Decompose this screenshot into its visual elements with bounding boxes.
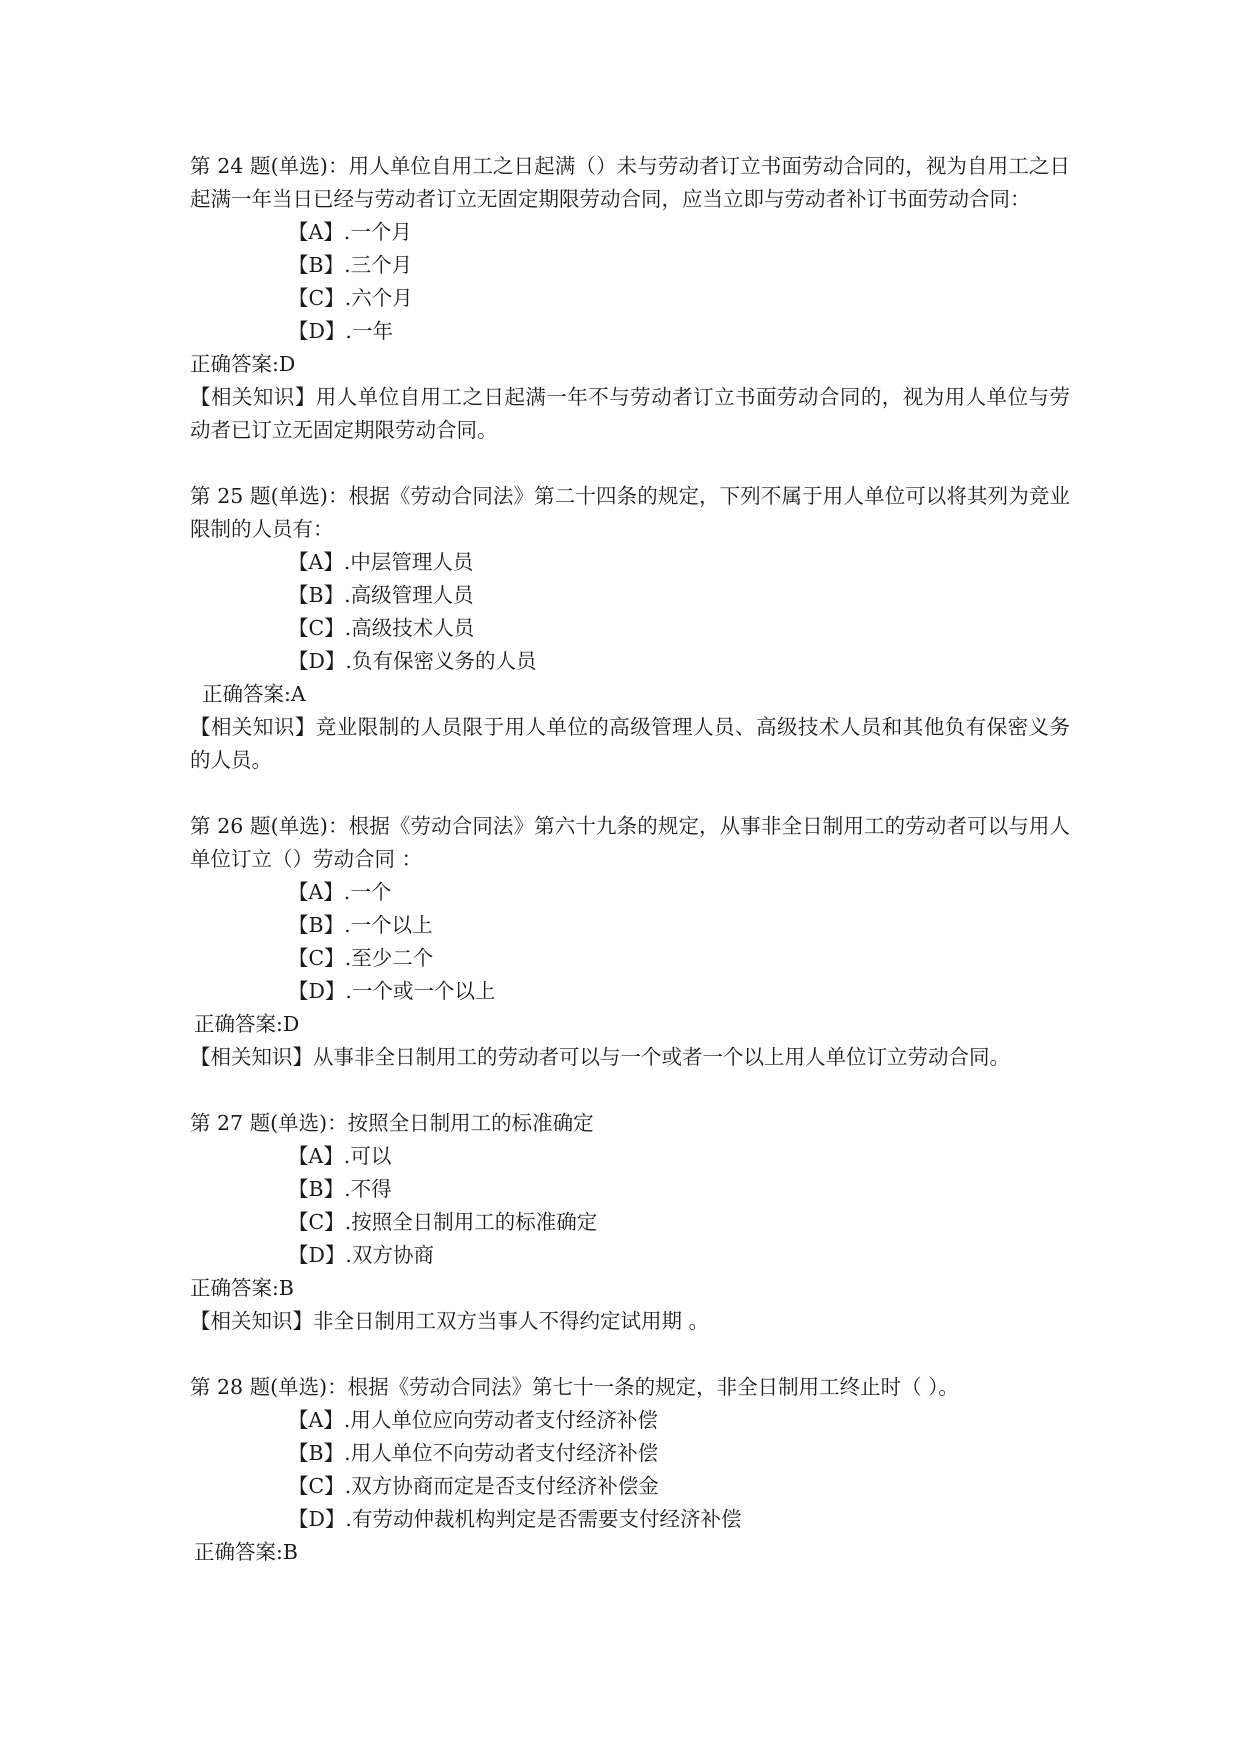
question-stem: 第 27 题(单选)：按照全日制用工的标准确定: [190, 1111, 594, 1135]
correct-answer: 正确答案:A: [202, 682, 306, 706]
question-stem: 第 28 题(单选)：根据《劳动合同法》第七十一条的规定，非全日制用工终止时（ ）。: [190, 1375, 959, 1399]
option-a: 【A】.一个月: [288, 220, 412, 244]
option-a: 【A】.可以: [288, 1144, 392, 1168]
related-knowledge: 【相关知识】用人单位自用工之日起满一年不与劳动者订立书面劳动合同的，视为用人单位与劳动者已订立无固定期限劳动合同。: [190, 385, 1070, 442]
document-page: [190, 150, 1070, 1602]
option-d: 【D】.一个或一个以上: [288, 979, 496, 1003]
option-a: 【A】.用人单位应向劳动者支付经济补偿: [288, 1408, 658, 1432]
option-list: [190, 1404, 1070, 1536]
option-c: 【C】.六个月: [288, 286, 413, 310]
correct-answer: 正确答案:D: [194, 1012, 300, 1036]
question-26: [190, 810, 1070, 1074]
correct-answer: 正确答案:D: [190, 352, 296, 376]
option-c: 【C】.按照全日制用工的标准确定: [288, 1210, 598, 1234]
option-c: 【C】.高级技术人员: [288, 616, 475, 640]
option-c: 【C】.双方协商而定是否支付经济补偿金: [288, 1474, 659, 1498]
option-c: 【C】.至少二个: [288, 946, 434, 970]
option-b: 【B】.不得: [288, 1177, 392, 1201]
option-list: [190, 546, 1070, 678]
option-list: [190, 876, 1070, 1008]
related-knowledge: 【相关知识】从事非全日制用工的劳动者可以与一个或者一个以上用人单位订立劳动合同。: [190, 1045, 1010, 1069]
question-28: [190, 1371, 1070, 1569]
option-b: 【B】.高级管理人员: [288, 583, 474, 607]
option-b: 【B】.一个以上: [288, 913, 433, 937]
question-stem: 第 24 题(单选)：用人单位自用工之日起满（）未与劳动者订立书面劳动合同的，视为自用工之日起满一年当日已经与劳动者订立无固定期限劳动合同，应当立即与劳动者补订书面劳动合同：: [190, 154, 1070, 211]
option-b: 【B】.用人单位不向劳动者支付经济补偿: [288, 1441, 659, 1465]
option-list: [190, 1140, 1070, 1272]
question-25: [190, 480, 1070, 777]
option-list: [190, 216, 1070, 348]
option-d: 【D】.一年: [288, 319, 393, 343]
question-24: [190, 150, 1070, 447]
option-b: 【B】.三个月: [288, 253, 413, 277]
related-knowledge: 【相关知识】非全日制用工双方当事人不得约定试用期 。: [190, 1309, 710, 1333]
correct-answer: 正确答案:B: [190, 1276, 294, 1300]
question-stem: 第 25 题(单选)：根据《劳动合同法》第二十四条的规定，下列不属于用人单位可以将其列为竞业限制的人员有：: [190, 484, 1070, 541]
correct-answer: 正确答案:B: [194, 1540, 298, 1564]
option-d: 【D】.有劳动仲裁机构判定是否需要支付经济补偿: [288, 1507, 742, 1531]
option-a: 【A】.一个: [288, 880, 392, 904]
question-stem: 第 26 题(单选)：根据《劳动合同法》第六十九条的规定，从事非全日制用工的劳动者可以与用人单位订立（）劳动合同 ：: [190, 814, 1070, 871]
related-knowledge: 【相关知识】竞业限制的人员限于用人单位的高级管理人员、高级技术人员和其他负有保密义务的人员。: [190, 715, 1070, 772]
question-27: [190, 1107, 1070, 1338]
option-a: 【A】.中层管理人员: [288, 550, 474, 574]
option-d: 【D】.负有保密义务的人员: [288, 649, 537, 673]
option-d: 【D】.双方协商: [288, 1243, 434, 1267]
